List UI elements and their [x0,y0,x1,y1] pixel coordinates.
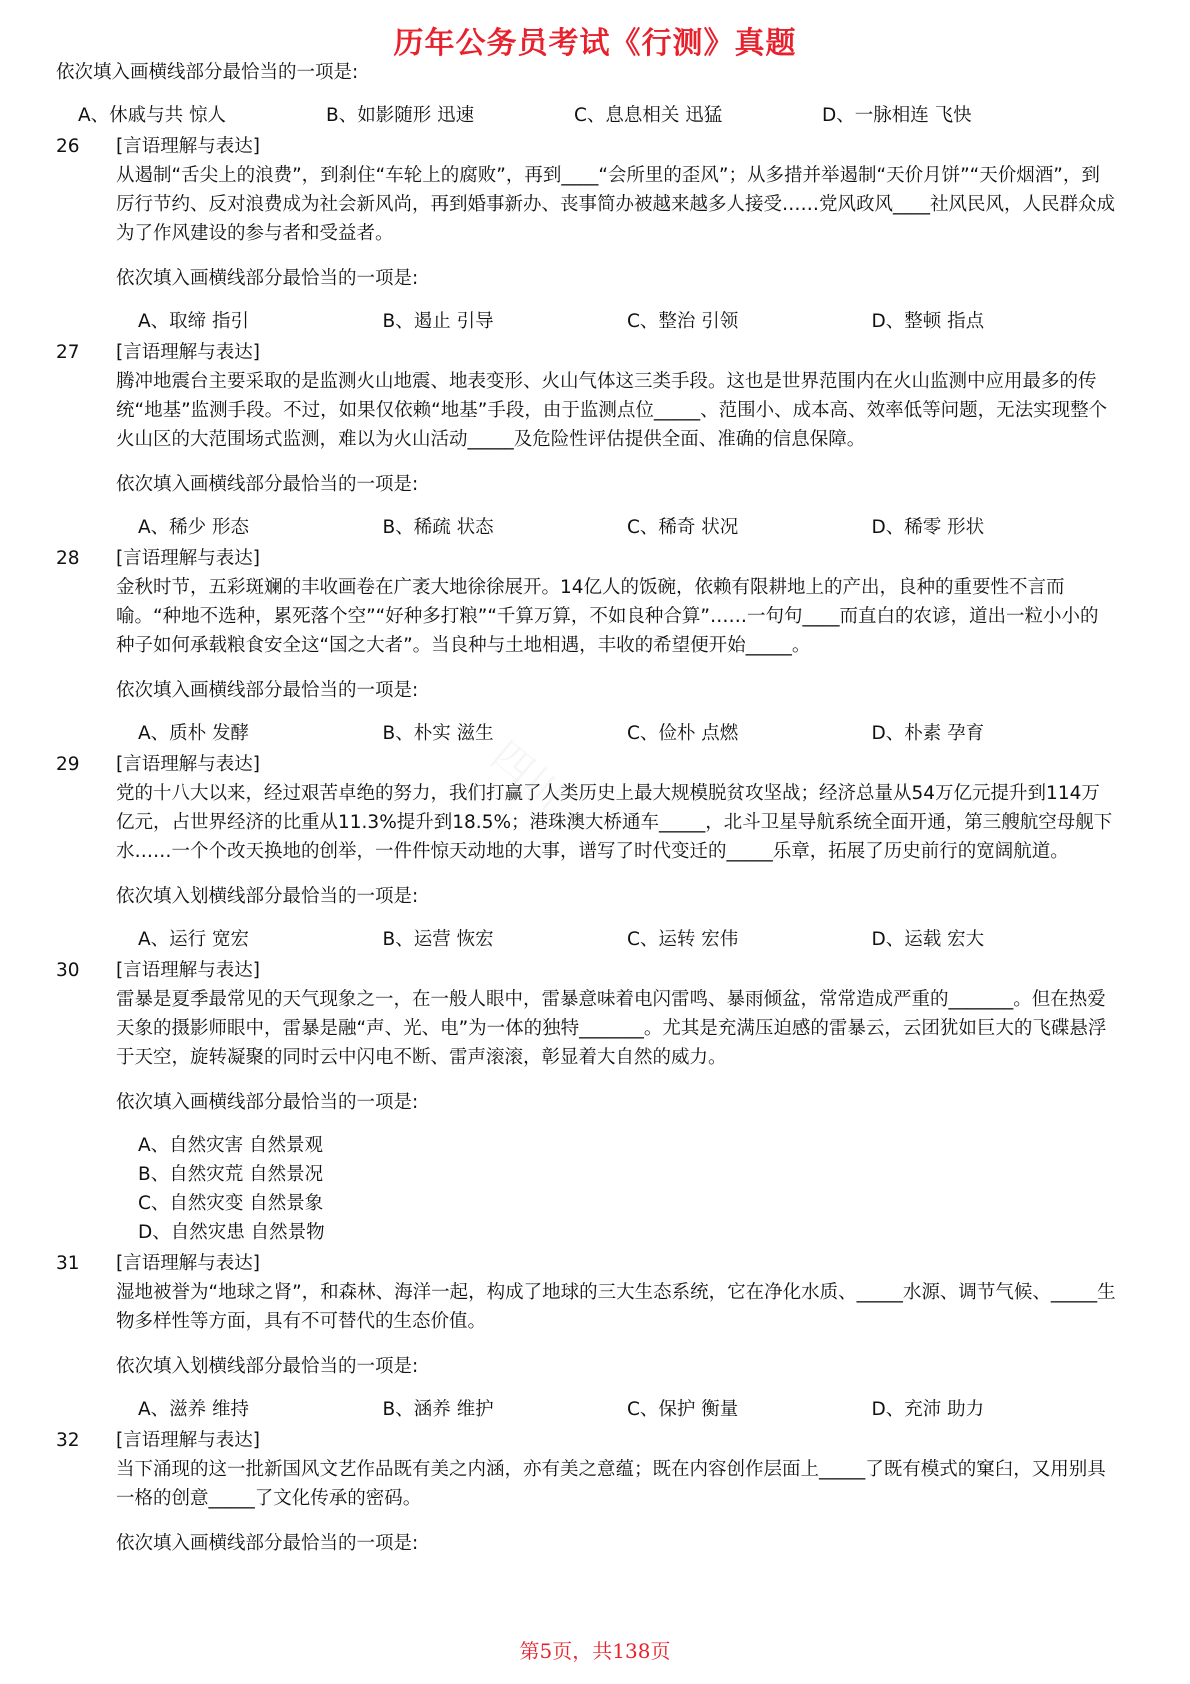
options-row [56,1395,1116,1424]
question-category: [言语理解与表达] [116,548,260,569]
option-d[interactable]: D、运载 宏大 [871,929,985,950]
option-b[interactable]: B、涵养 维护 [382,1399,494,1420]
question-category: [言语理解与表达] [116,754,260,775]
question-prompt: 依次填入画横线部分最恰当的一项是: [56,62,359,83]
page-title: 历年公务员考试《行测》真题 [393,26,797,61]
question-prompt: 依次填入画横线部分最恰当的一项是: [116,474,419,495]
option-d[interactable]: D、自然灾患 自然景物 [138,1222,325,1243]
option-d[interactable]: D、整顿 指点 [871,311,985,332]
option-c[interactable]: C、保护 衡量 [627,1399,739,1420]
option-c[interactable]: C、俭朴 点燃 [627,723,739,744]
option-a[interactable]: A、滋养 维持 [138,1399,250,1420]
option-b[interactable]: B、自然灾荒 自然景况 [138,1164,324,1185]
option-b[interactable]: B、遏止 引导 [382,311,494,332]
option-d[interactable]: D、充沛 助力 [871,1399,985,1420]
question-category: [言语理解与表达] [116,960,260,981]
intro-block [56,58,1116,87]
question-number: 32 [56,1430,80,1451]
option-c[interactable]: C、整治 引领 [627,311,739,332]
document-body [56,58,1116,1572]
option-b[interactable]: B、如影随形 迅速 [326,105,475,126]
question-category: [言语理解与表达] [116,1430,260,1451]
options-row [56,513,1116,542]
option-a[interactable]: A、稀少 形态 [138,517,250,538]
option-a[interactable]: A、运行 宽宏 [138,929,250,950]
question-number: 29 [56,754,80,775]
option-d[interactable]: D、朴素 孕育 [871,723,985,744]
option-d[interactable]: D、稀零 形状 [871,517,985,538]
option-d[interactable]: D、一脉相连 飞快 [822,105,972,126]
question-stem: 当下涌现的这一批新国风文艺作品既有美之内涵，亦有美之意蕴；既在内容创作层面上_____了既有模式的窠臼，又用别具一格的创意_____了文化传承的密码。 [116,1459,1106,1509]
question-28 [56,544,1116,748]
option-c[interactable]: C、稀奇 状况 [627,517,739,538]
options-row [56,925,1116,954]
question-number: 26 [56,136,80,157]
question-category: [言语理解与表达] [116,136,260,157]
option-c[interactable]: C、自然灾变 自然景象 [138,1193,324,1214]
question-number: 27 [56,342,80,363]
options-row [56,719,1116,748]
question-number: 31 [56,1253,80,1274]
question-category: [言语理解与表达] [116,1253,260,1274]
option-c[interactable]: C、运转 宏伟 [627,929,739,950]
question-stem: 从遏制“舌尖上的浪费”，到刹住“车轮上的腐败”，再到____“会所里的歪风”；从多措并举遏制“天价月饼”“天价烟酒”，到厉行节约、反对浪费成为社会新风尚，再到婚事新办、丧事简办被越来越多人接受……党风政风____社风民风，人民群众成为了作风建设的参与者和受益者。 [116,165,1116,244]
question-29 [56,750,1116,954]
page-footer: 第5页，共138页 [519,1639,671,1663]
question-31 [56,1249,1116,1424]
question-32 [56,1426,1116,1572]
option-a[interactable]: A、取缔 指引 [138,311,250,332]
question-prompt: 依次填入划横线部分最恰当的一项是: [116,886,419,907]
option-a[interactable]: A、休戚与共 惊人 [78,105,227,126]
question-prompt: 依次填入画横线部分最恰当的一项是: [116,680,419,701]
question-prompt: 依次填入画横线部分最恰当的一项是: [116,268,419,289]
question-stem: 金秋时节，五彩斑斓的丰收画卷在广袤大地徐徐展开。14亿人的饭碗，依赖有限耕地上的产出，良种的重要性不言而喻。“种地不选种，累死落个空”“好种多打粮”“千算万算，不如良种合算”……一句句____而直白的农谚，道出一粒小小的种子如何承载粮食安全这“国之大者”。当良种与土地相遇，丰收的希望便开始_____。 [116,577,1099,656]
question-26 [56,132,1116,336]
question-number: 28 [56,548,80,569]
option-b[interactable]: B、稀疏 状态 [382,517,494,538]
question-category: [言语理解与表达] [116,342,260,363]
question-stem: 雷暴是夏季最常见的天气现象之一，在一般人眼中，雷暴意味着电闪雷鸣、暴雨倾盆，常常造成严重的_______。但在热爱天象的摄影师眼中，雷暴是融“声、光、电”为一体的独特_______。尤其是充满压迫感的雷暴云，云团犹如巨大的飞碟悬浮于天空，旋转凝聚的同时云中闪电不断、雷声滚滚，彰显着大自然的威力。 [116,989,1107,1068]
option-c[interactable]: C、息息相关 迅猛 [574,105,723,126]
question-prompt: 依次填入画横线部分最恰当的一项是: [116,1092,419,1113]
question-stem: 党的十八大以来，经过艰苦卓绝的努力，我们打赢了人类历史上最大规模脱贫攻坚战；经济总量从54万亿元提升到114万亿元，占世界经济的比重从11.3%提升到18.5%；港珠澳大桥通车_____，北斗卫星导航系统全面开通，第三艘航空母舰下水……一个个改天换地的创举，一件件惊天动地的大事，谱写了时代变迁的_____乐章，拓展了历史前行的宽阔航道。 [116,783,1113,862]
option-b[interactable]: B、运营 恢宏 [382,929,494,950]
question-27 [56,338,1116,542]
question-stem: 湿地被誉为“地球之肾”，和森林、海洋一起，构成了地球的三大生态系统，它在净化水质、_____水源、调节气候、_____生物多样性等方面，具有不可替代的生态价值。 [116,1282,1116,1332]
options-row [56,101,1116,130]
question-30 [56,956,1116,1247]
option-b[interactable]: B、朴实 滋生 [382,723,494,744]
option-a[interactable]: A、质朴 发酵 [138,723,250,744]
question-stem: 腾冲地震台主要采取的是监测火山地震、地表变形、火山气体这三类手段。这也是世界范围内在火山监测中应用最多的传统“地基”监测手段。不过，如果仅依赖“地基”手段，由于监测点位_____、范围小、成本高、效率低等问题，无法实现整个火山区的大范围场式监测，难以为火山活动_____及危险性评估提供全面、准确的信息保障。 [116,371,1108,450]
options-row [56,307,1116,336]
question-prompt: 依次填入划横线部分最恰当的一项是: [116,1356,419,1377]
question-number: 30 [56,960,80,981]
options-grid [56,1131,1116,1247]
question-prompt: 依次填入画横线部分最恰当的一项是: [116,1533,419,1554]
option-a[interactable]: A、自然灾害 自然景观 [138,1135,324,1156]
